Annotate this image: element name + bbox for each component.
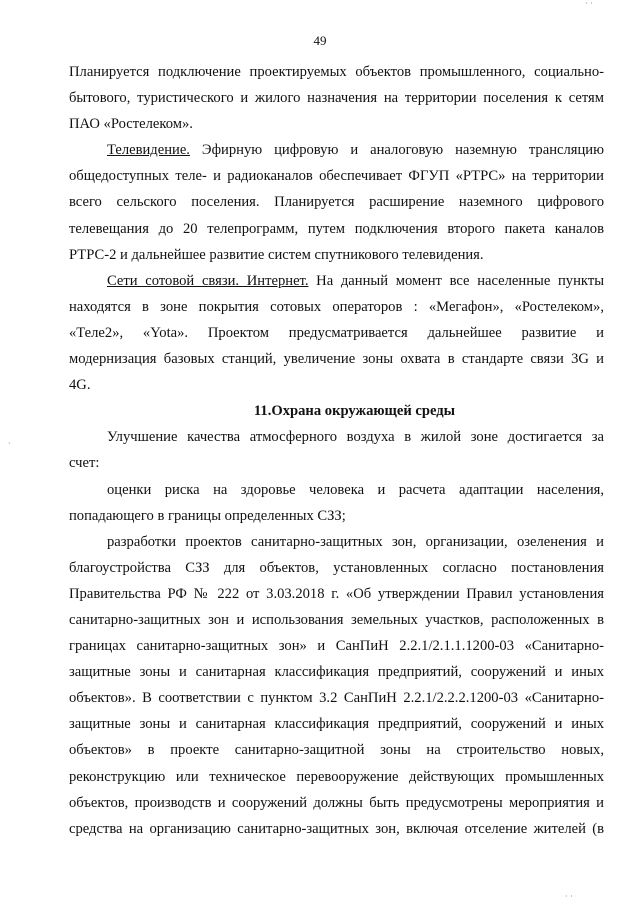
section-heading: 11.Охрана окружающей среды bbox=[253, 403, 456, 420]
text-line: бытового, туристического и жилого назначения на территории поселения к сетям bbox=[69, 90, 604, 107]
text-run: На данный момент все населенные пункты bbox=[308, 272, 604, 289]
text-line: находятся в зоне покрытия сотовых операторов : «Мегафон», «Ростелеком», bbox=[69, 298, 604, 315]
text-line: благоустройства СЗЗ для объектов, установленных согласно постановления bbox=[69, 559, 604, 576]
text-line: попадающего в границы определенных СЗЗ; bbox=[69, 507, 346, 524]
text-line: ПАО «Ростелеком». bbox=[69, 116, 193, 133]
text-line: Улучшение качества атмосферного воздуха в жилой зоне достигается за bbox=[107, 429, 604, 446]
paragraph-sanitary-zones bbox=[69, 529, 604, 842]
text-line: санитарно-защитных зон и использования земельных участков, расположенных в bbox=[69, 611, 604, 628]
text-line: всего сельского поселения. Планируется расширение наземного цифрового bbox=[69, 194, 604, 211]
text-line: объектов» в проекте санитарно-защитной зоны на строительство новых, bbox=[69, 742, 604, 759]
text-line: реконструкцию или техническое перевооружение действующих промышленных bbox=[69, 768, 604, 785]
text-line: Правительства РФ № 222 от 3.03.2018 г. «Об утверждении Правил установления bbox=[69, 585, 604, 602]
paragraph-air-quality bbox=[69, 424, 604, 476]
text-line: общедоступных теле- и радиоканалов обеспечивает ФГУП «РТРС» на территории bbox=[69, 168, 604, 185]
text-run: Эфирную цифровую и аналоговую наземную трансляцию bbox=[189, 142, 604, 159]
text-line: границах санитарно-защитных зон» и СанПиН 2.2.1/2.1.1.1200-03 «Санитарно- bbox=[69, 638, 604, 655]
paragraph-lead-cellular: Сети сотовой связи. Интернет. bbox=[107, 272, 309, 289]
document-body bbox=[69, 59, 604, 842]
text-line: РТРС-2 и дальнейшее развитие систем спутникового телевидения. bbox=[69, 246, 484, 263]
text-line: защитные зоны и санитарная классификация предприятий, сооружений и иных bbox=[69, 716, 604, 733]
paragraph-cellular bbox=[69, 268, 604, 398]
text-line: объектов, производств и сооружений должны быть предусмотрены мероприятия и bbox=[69, 794, 604, 811]
text-line bbox=[69, 268, 604, 294]
text-line: Планируется подключение проектируемых объектов промышленного, социально- bbox=[69, 64, 604, 80]
paragraph-risk-assessment bbox=[69, 477, 604, 529]
text-line: объектов». В соответствии с пунктом 3.2 СанПиН 2.2.1/2.2.2.1200-03 «Санитарно- bbox=[69, 690, 604, 707]
scan-artifact-mark: · · bbox=[585, 0, 593, 8]
text-line: модернизация базовых станций, увеличение зоны охвата в стандарте связи 3G и bbox=[69, 351, 604, 368]
text-line: «Теле2», «Yota». Проектом предусматривается дальнейшее развитие и bbox=[69, 324, 604, 341]
text-line: средства на организацию санитарно-защитных зон, включая отселение жителей (в bbox=[69, 820, 604, 837]
text-line: защитные зоны и санитарная классификация предприятий, сооружений и иных bbox=[69, 664, 604, 681]
paragraph-lead-television: Телевидение. bbox=[107, 142, 190, 159]
scan-artifact-mark: · · bbox=[565, 892, 573, 901]
page-number: 49 bbox=[313, 33, 327, 48]
text-line: счет: bbox=[69, 455, 100, 472]
text-line: 4G. bbox=[69, 377, 91, 394]
paragraph-television bbox=[69, 137, 604, 267]
paragraph-telephony bbox=[69, 59, 604, 137]
text-line: оценки риска на здоровье человека и расчета адаптации населения, bbox=[107, 481, 604, 498]
text-line: телевещания до 20 телепрограмм, путем подключения второго пакета каналов bbox=[69, 220, 604, 237]
text-line bbox=[69, 137, 604, 163]
text-line: разработки проектов санитарно-защитных зон, организации, озеленения и bbox=[107, 533, 604, 550]
scan-artifact-mark: · bbox=[8, 439, 11, 448]
